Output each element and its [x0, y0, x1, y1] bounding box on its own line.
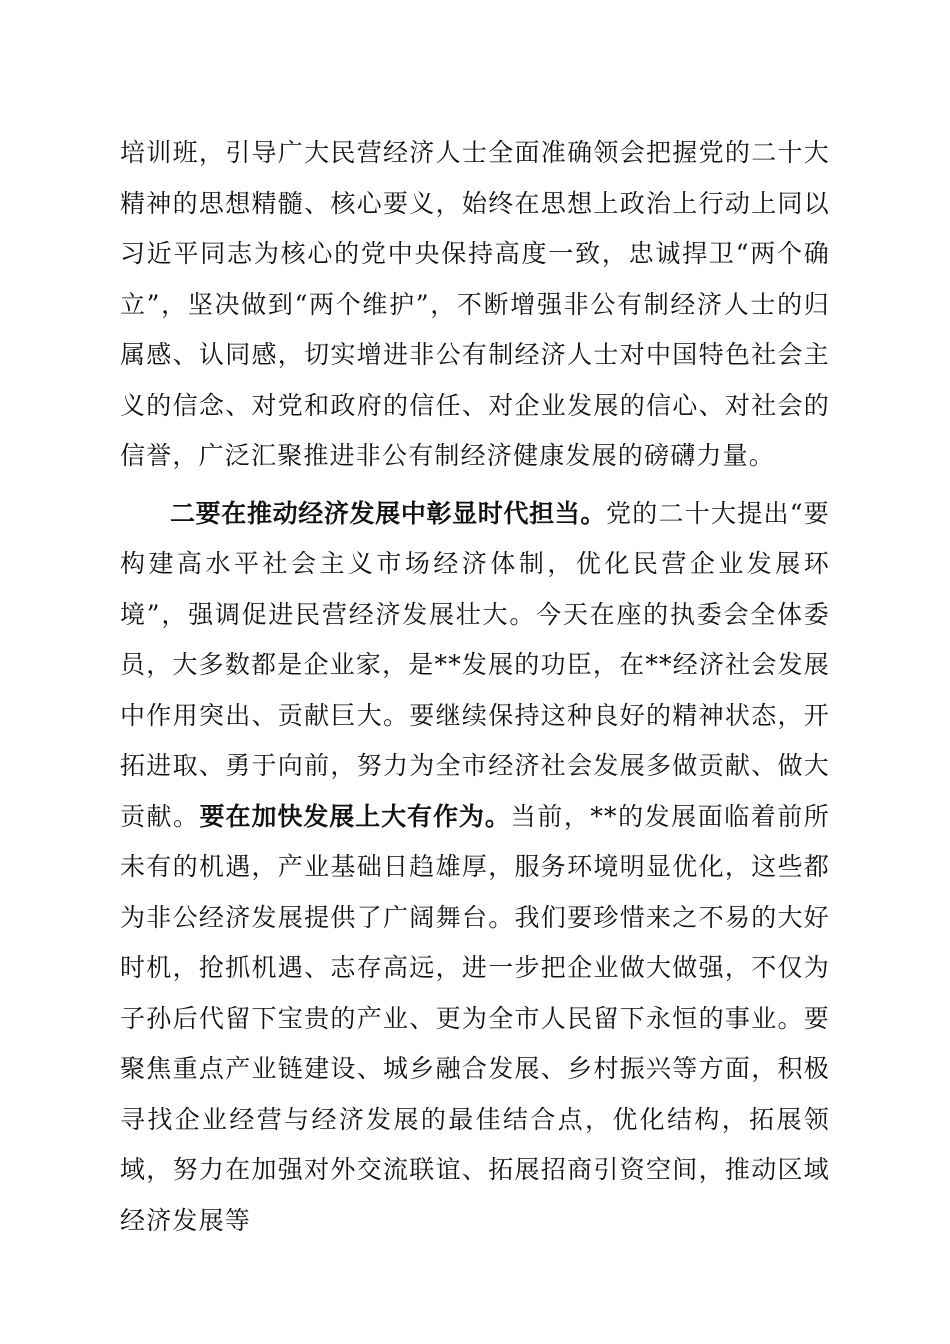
paragraph-section-two [120, 489, 830, 1247]
section-heading: 二要在推动经济发展中彰显时代担当。 [170, 498, 607, 528]
document-body [120, 128, 830, 1246]
paragraph-text: 当前，**的发展面临着前所未有的机遇，产业基础日趋雄厚，服务环境明显优化，这些都为非公经济发展提供了广阔舞台。我们要珍惜来之不易的大好时机，抢抓机遇、志存高远，进一步把企业做大做强，不仅为子孙后代留下宝贵的产业、更为全市人民留下永恒的事业。要聚焦重点产业链建设、城乡融合发展、乡村振兴等方面，积极寻找企业经营与经济发展的最佳结合点，优化结构，拓展领域，努力在加强对外交流联谊、拓展招商引资空间，推动区域经济发展等 [120, 801, 830, 1235]
paragraph-text: 培训班，引导广大民营经济人士全面准确领会把握党的二十大精神的思想精髓、核心要义，始终在思想上政治上行动上同以习近平同志为核心的党中央保持高度一致，忠诚捍卫“两个确立”，坚决做到“两个维护”，不断增强非公有制经济人士的归属感、认同感，切实增进非公有制经济人士对中国特色社会主义的信念、对党和政府的信任、对企业发展的信心、对社会的信誉，广泛汇聚推进非公有制经济健康发展的磅礴力量。 [120, 138, 830, 470]
subsection-heading: 要在加快发展上大有作为。 [199, 801, 511, 831]
paragraph-text: 党的二十大提出“要构建高水平社会主义市场经济体制，优化民营企业发展环境”，强调促进民营经济发展壮大。今天在座的执委会全体委员，大多数都是企业家，是**发展的功臣，在**经济社会发展中作用突出、贡献巨大。要继续保持这种良好的精神状态，开拓进取、勇于向前，努力为全市经济社会发展多做贡献、做大贡献。 [120, 498, 830, 831]
paragraph-continuation [120, 128, 830, 482]
